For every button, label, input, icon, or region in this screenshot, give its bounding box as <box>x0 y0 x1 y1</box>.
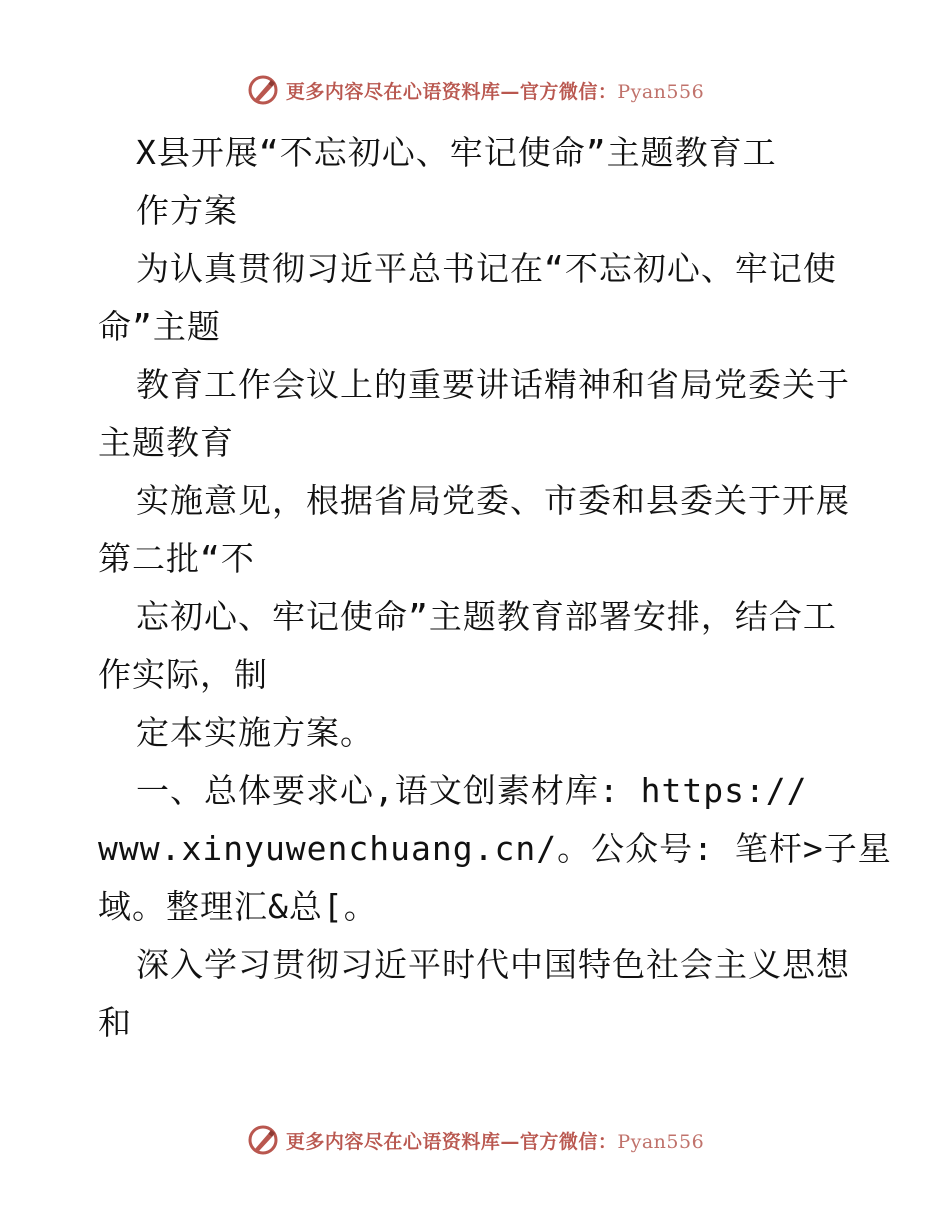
text-line: 第二批“不 <box>98 539 255 578</box>
text-line: 作方案 <box>136 191 238 230</box>
text-line: 一、总体要求心,语文创素材库: https:// <box>136 771 808 810</box>
text-line: 命”主题 <box>98 307 221 346</box>
document-body <box>98 124 892 1052</box>
text-line: 实施意见，根据省局党委、市委和县委关于开展 <box>136 481 850 520</box>
text-line: www.xinyuwenchuang.cn/。公众号: 笔杆>子星 <box>98 829 892 868</box>
wechat-id: Pyan556 <box>617 80 705 103</box>
text-line: 作实际，制 <box>98 655 268 694</box>
text-line: 深入学习贯彻习近平时代中国特色社会主义思想 <box>136 945 850 984</box>
text-line: 教育工作会议上的重要讲话精神和省局党委关于 <box>136 365 850 404</box>
text-line: 和 <box>98 1003 132 1042</box>
text-line: 忘初心、牢记使命”主题教育部署安排，结合工 <box>136 597 837 636</box>
text-line: 主题教育 <box>98 423 234 462</box>
text-line: X县开展“不忘初心、牢记使命”主题教育工 <box>136 133 777 172</box>
pen-circle-logo-icon <box>246 1123 280 1157</box>
banner-text: 更多内容尽在心语资料库—官方微信：Pyan556 <box>285 80 705 103</box>
header-banner <box>0 70 950 110</box>
banner-text: 更多内容尽在心语资料库—官方微信：Pyan556 <box>285 1130 705 1153</box>
text-line: 域。整理汇&总[。 <box>98 887 378 926</box>
text-line: 为认真贯彻习近平总书记在“不忘初心、牢记使 <box>136 249 837 288</box>
footer-banner <box>0 1120 950 1160</box>
wechat-id: Pyan556 <box>617 1130 705 1153</box>
text-line: 定本实施方案。 <box>136 713 374 752</box>
pen-circle-logo-icon <box>246 73 280 107</box>
